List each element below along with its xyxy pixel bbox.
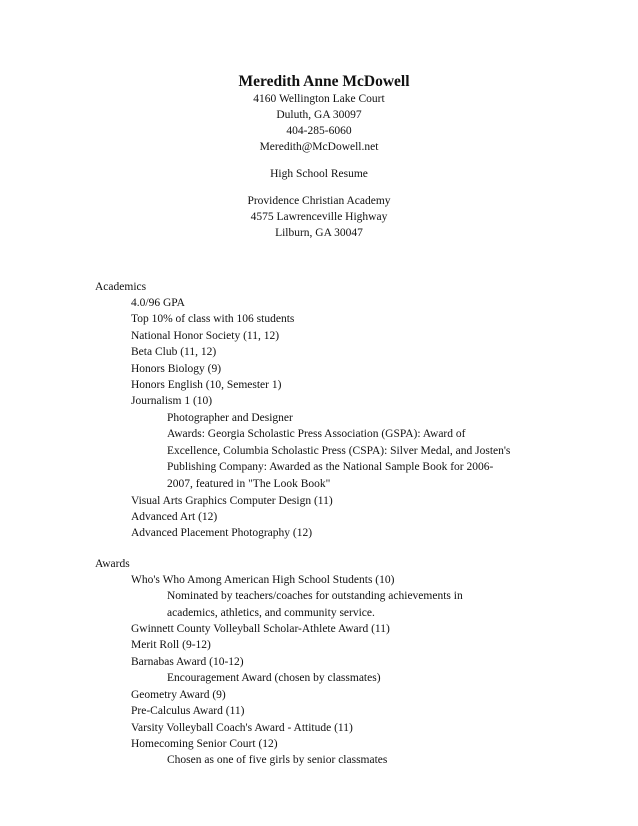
resume-header [0,72,638,241]
address-city: Duluth, GA 30097 [276,109,362,121]
spacer [95,542,615,556]
school-city: Lilburn, GA 30047 [275,227,363,239]
academics-section [95,279,615,542]
whos-who-description: Nominated by teachers/coaches for outstanding achievements in [167,590,463,603]
spacer [0,155,638,166]
email-address: Meredith@McDowell.net [259,141,379,153]
geometry-award-item: Geometry Award (9) [131,688,226,701]
journalism-awards-line: Publishing Company: Awarded as the National Sample Book for 2006- [167,461,494,474]
nhs-item: National Honor Society (11, 12) [131,329,280,342]
precalculus-award-item: Pre-Calculus Award (11) [131,705,245,718]
journalism-awards-line: Excellence, Columbia Scholastic Press (CSPA): Silver Medal, and Josten's [167,444,511,457]
merit-roll-item: Merit Roll (9-12) [131,639,211,652]
beta-club-item: Beta Club (11, 12) [131,346,217,359]
homecoming-description: Chosen as one of five girls by senior classmates [167,754,388,767]
school-name: Providence Christian Academy [247,195,391,207]
spacer [0,182,638,193]
honors-english-item: Honors English (10, Semester 1) [131,379,282,392]
barnabas-award-item: Barnabas Award (10-12) [131,655,244,668]
ap-photography-item: Advanced Placement Photography (12) [131,527,313,540]
document-title: High School Resume [270,168,368,180]
honors-biology-item: Honors Biology (9) [131,362,222,375]
class-rank-item: Top 10% of class with 106 students [131,313,295,326]
address-street: 4160 Wellington Lake Court [253,93,385,105]
gpa-item: 4.0/96 GPA [131,297,185,309]
advanced-art-item: Advanced Art (12) [131,511,218,524]
section-title-academics: Academics [95,281,147,293]
journalism-awards-line: Awards: Georgia Scholastic Press Association (GSPA): Award of [167,428,466,441]
whos-who-item: Who's Who Among American High School Students (10) [131,573,395,586]
gwinnett-award-item: Gwinnett County Volleyball Scholar-Athlete Award (11) [131,623,390,636]
journalism-role: Photographer and Designer [167,411,293,424]
homecoming-court-item: Homecoming Senior Court (12) [131,737,278,750]
school-street: 4575 Lawrenceville Highway [250,211,388,223]
volleyball-coach-award-item: Varsity Volleyball Coach's Award - Attitude (11) [131,721,353,734]
awards-section [95,556,615,769]
resume-body [95,279,615,769]
barnabas-description: Encouragement Award (chosen by classmates) [167,672,381,685]
section-title-awards: Awards [95,557,130,570]
visual-arts-item: Visual Arts Graphics Computer Design (11) [131,494,333,507]
phone-number: 404-285-6060 [286,125,352,137]
whos-who-description: academics, athletics, and community service. [167,606,375,619]
applicant-name: Meredith Anne McDowell [238,73,410,90]
journalism-item: Journalism 1 (10) [131,395,213,408]
journalism-awards-line: 2007, featured in "The Look Book" [167,478,331,491]
